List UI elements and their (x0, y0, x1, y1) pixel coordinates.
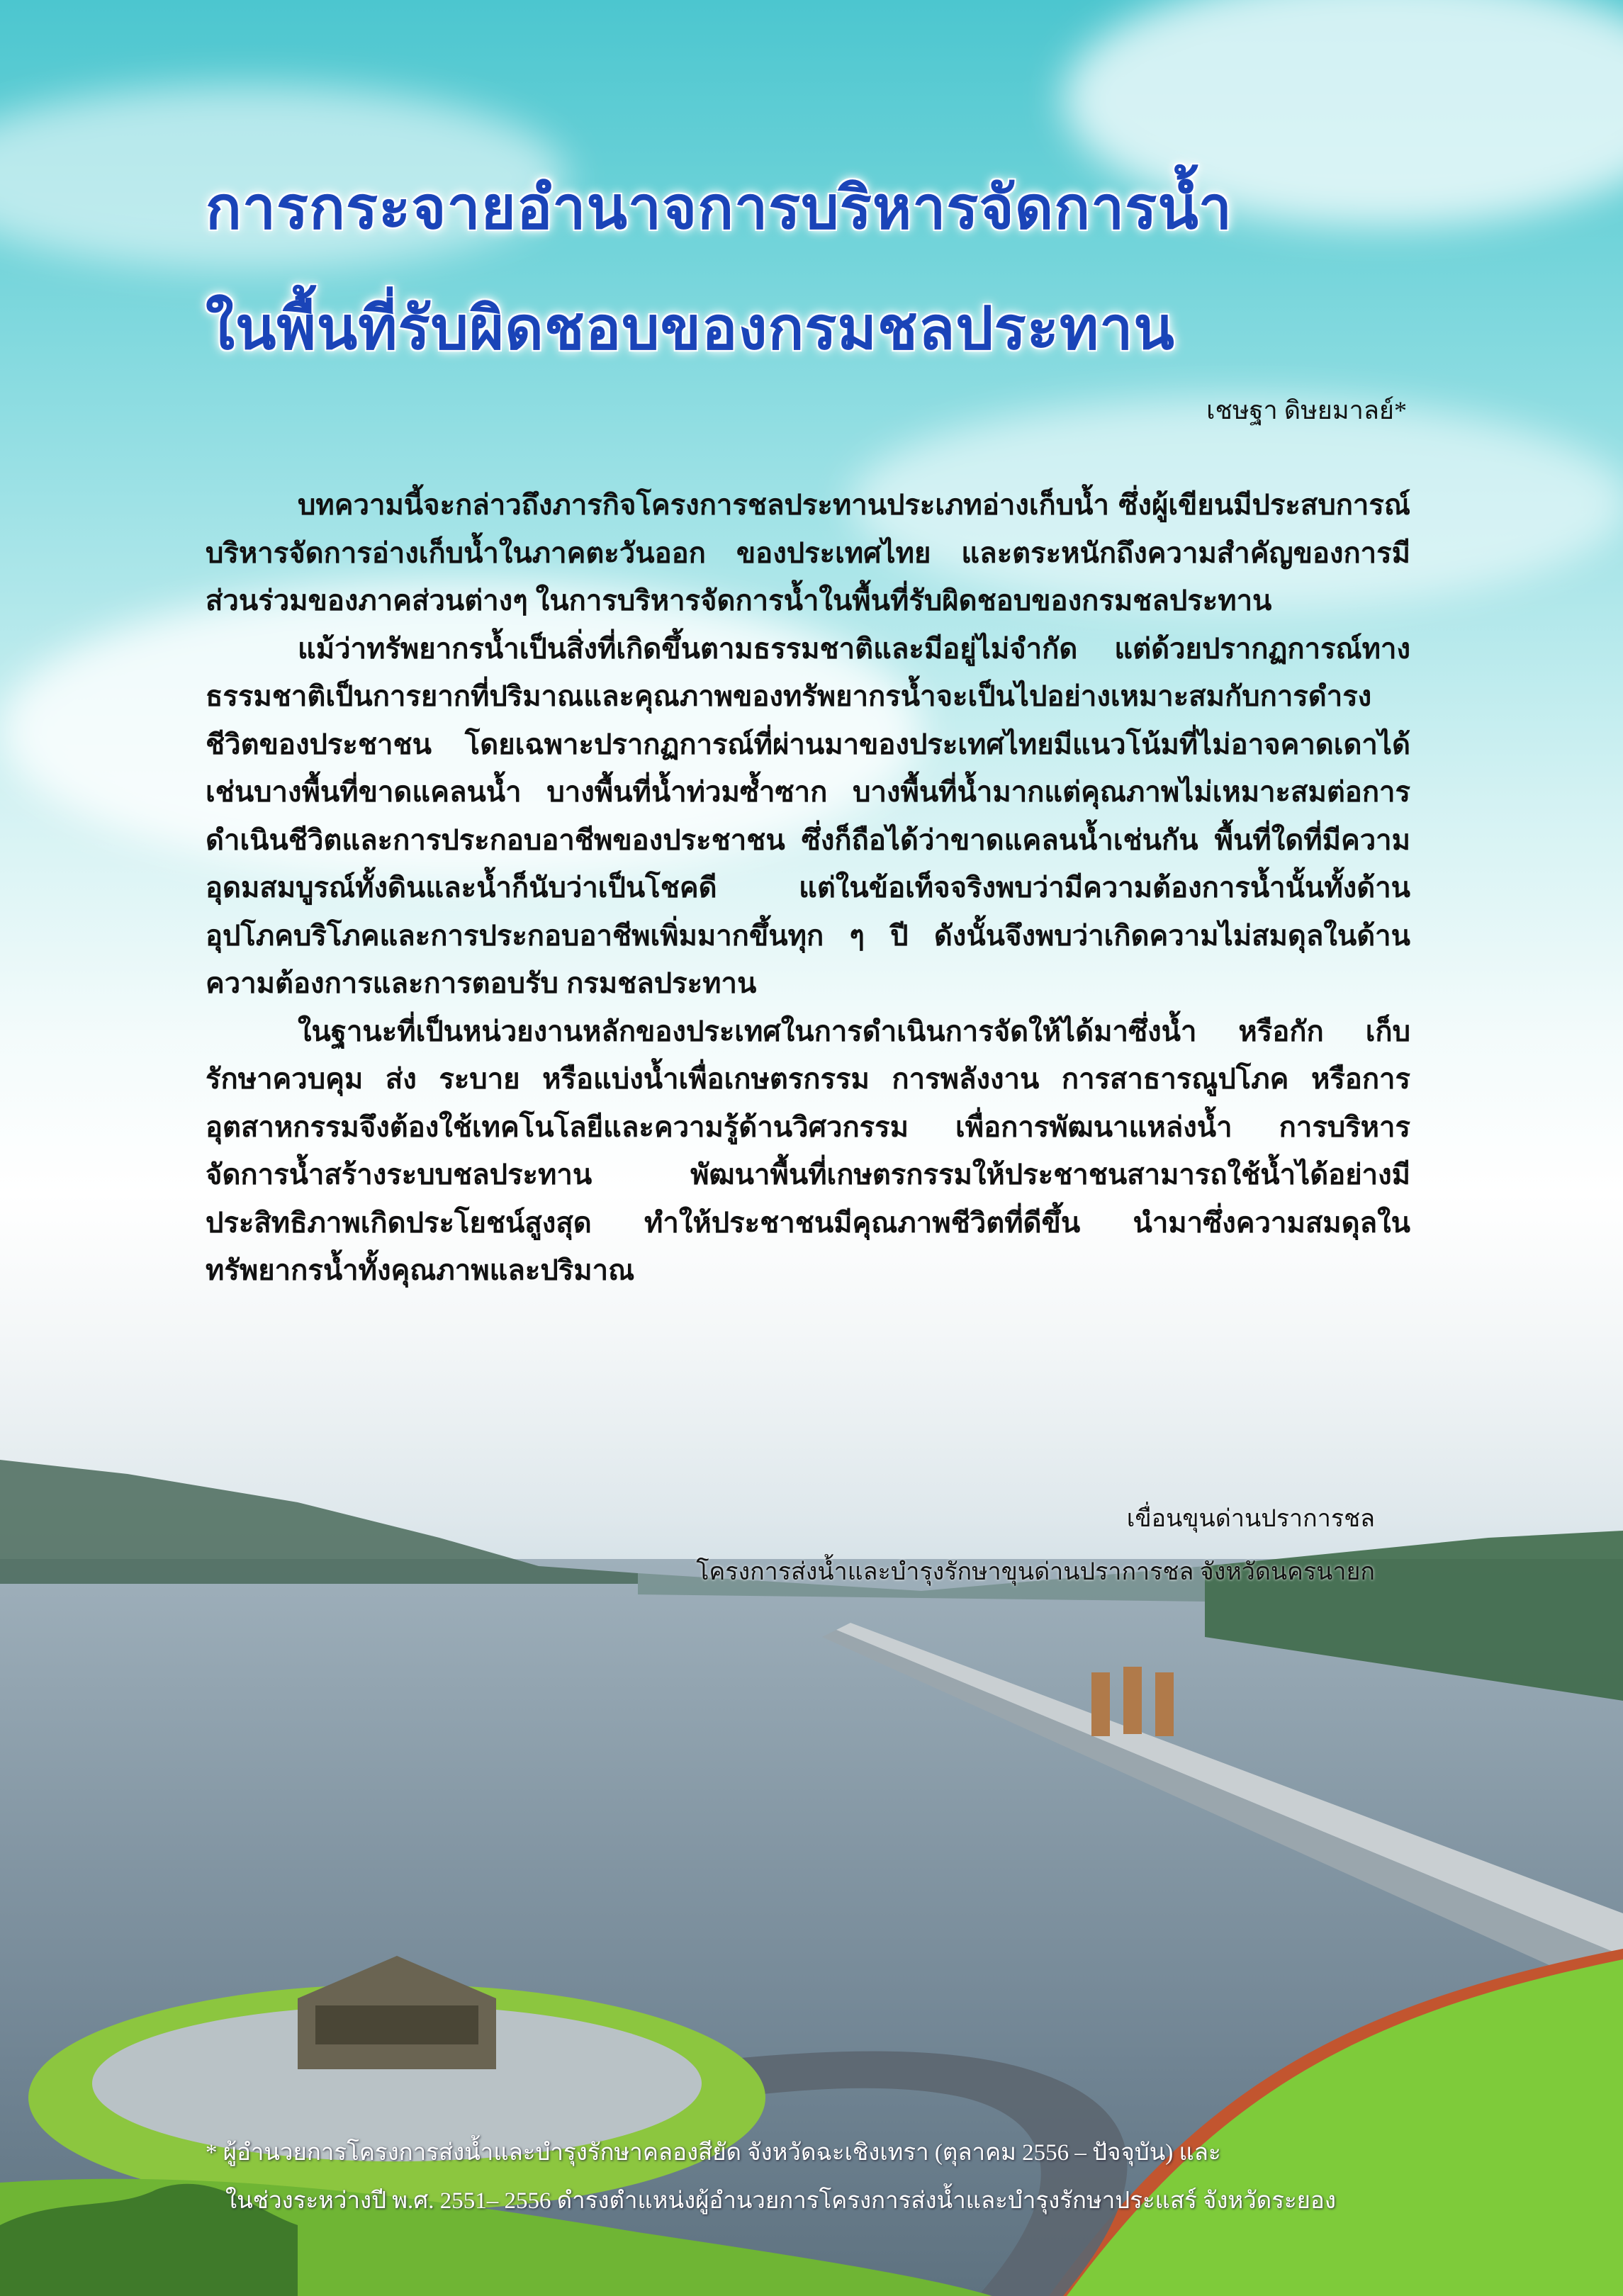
monument-sign (315, 2005, 478, 2044)
spillway-tower (1123, 1667, 1142, 1734)
photo-caption-title: เขื่อนขุนด่านปราการชล (1126, 1506, 1375, 1532)
spillway-tower (1091, 1672, 1110, 1736)
paragraph: ในฐานะที่เป็นหน่วยงานหลักของประเทศในการดำเนินการจัดให้ได้มาซึ่งน้ำ หรือกัก เก็บ รักษาควบคุม ส่ง ระบาย หรือแบ่งน้ำเพื่อเกษตรกรรม การพลังงาน การสาธารณูปโภค หรือการอุตสาหกรรมจึงต้องใช้เทคโนโลยีและความรู้ด้านวิศวกรรม เพื่อการพัฒนาแหล่งน้ำ การบริหารจัดการน้ำสร้างระบบชลประทาน พัฒนาพื้นที่เกษตรกรรมให้ประชาชนสามารถใช้น้ำได้อย่างมีประสิทธิภาพเกิดประโยชน์สูงสุด ทำให้ประชาชนมีคุณภาพชีวิตที่ดีขึ้น นำมาซึ่งความสมดุลในทรัพยากรน้ำทั้งคุณภาพและปริมาณ (206, 1015, 1410, 1286)
photo-caption-subtitle: โครงการส่งน้ำและบำรุงรักษาขุนด่านปราการชล จังหวัดนครนายก (696, 1559, 1375, 1585)
footnote-line-1: * ผู้อำนวยการโครงการส่งน้ำและบำรุงรักษาคลองสียัด จังหวัดฉะเชิงเทรา (ตุลาคม 2556 – ปัจจุบัน) และ (206, 2140, 1221, 2166)
grass-slope (1063, 1956, 1623, 2296)
paragraph: บทความนี้จะกล่าวถึงภารกิจโครงการชลประทานประเภทอ่างเก็บน้ำ ซึ่งผู้เขียนมีประสบการณ์บริหารจัดการอ่างเก็บน้ำในภาคตะวันออก ของประเทศไทย และตระหนักถึงความสำคัญของการมีส่วนร่วมของภาคส่วนต่างๆ ในการบริหารจัดการน้ำในพื้นที่รับผิดชอบของกรมชลประทาน (206, 490, 1410, 617)
paragraph: แม้ว่าทรัพยากรน้ำเป็นสิ่งที่เกิดขึ้นตามธรรมชาติและมีอยู่ไม่จำกัด แต่ด้วยปรากฏการณ์ทางธรรมชาติเป็นการยากที่ปริมาณและคุณภาพของทรัพยากรน้ำจะเป็นไปอย่างเหมาะสมกับการดำรงชีวิตของประชาชน โดยเฉพาะปรากฏการณ์ที่ผ่านมาของประเทศไทยมีแนวโน้มที่ไม่อาจคาดเดาได้ เช่นบางพื้นที่ขาดแคลนน้ำ บางพื้นที่น้ำท่วมซ้ำซาก บางพื้นที่น้ำมากแต่คุณภาพไม่เหมาะสมต่อการดำเนินชีวิตและการประกอบอาชีพของประชาชน ซึ่งก็ถือได้ว่าขาดแคลนน้ำเช่นกัน พื้นที่ใดที่มีความอุดมสมบูรณ์ทั้งดินและน้ำก็นับว่าเป็นโชคดี แต่ในข้อเท็จจริงพบว่ามีความต้องการน้ำนั้นทั้งด้านอุปโภคบริโภคและการประกอบอาชีพเพิ่มมากขึ้นทุก ๆ ปี ดังนั้นจึงพบว่าเกิดความไม่สมดุลในด้านความต้องการและการตอบรับ กรมชลประทาน (206, 633, 1410, 999)
page-title-line-1: การกระจายอำนาจการบริหารจัดการน้ำ (206, 174, 1233, 241)
left-mountain (0, 1460, 638, 1584)
spillway-tower (1155, 1672, 1174, 1736)
footnote-line-2: ในช่วงระหว่างปี พ.ศ. 2551– 2556 ดำรงตำแหน่งผู้อำนวยการโครงการส่งน้ำและบำรุงรักษาประแสร์ จังหวัดระยอง (225, 2188, 1336, 2214)
article-body (206, 482, 1410, 1295)
dam-face (822, 1630, 1623, 1998)
author-name: เชษฐา ดิษยมาลย์* (1206, 396, 1407, 424)
page-title-line-2: ในพื้นที่รับผิดชอบของกรมชลประทาน (206, 295, 1175, 361)
